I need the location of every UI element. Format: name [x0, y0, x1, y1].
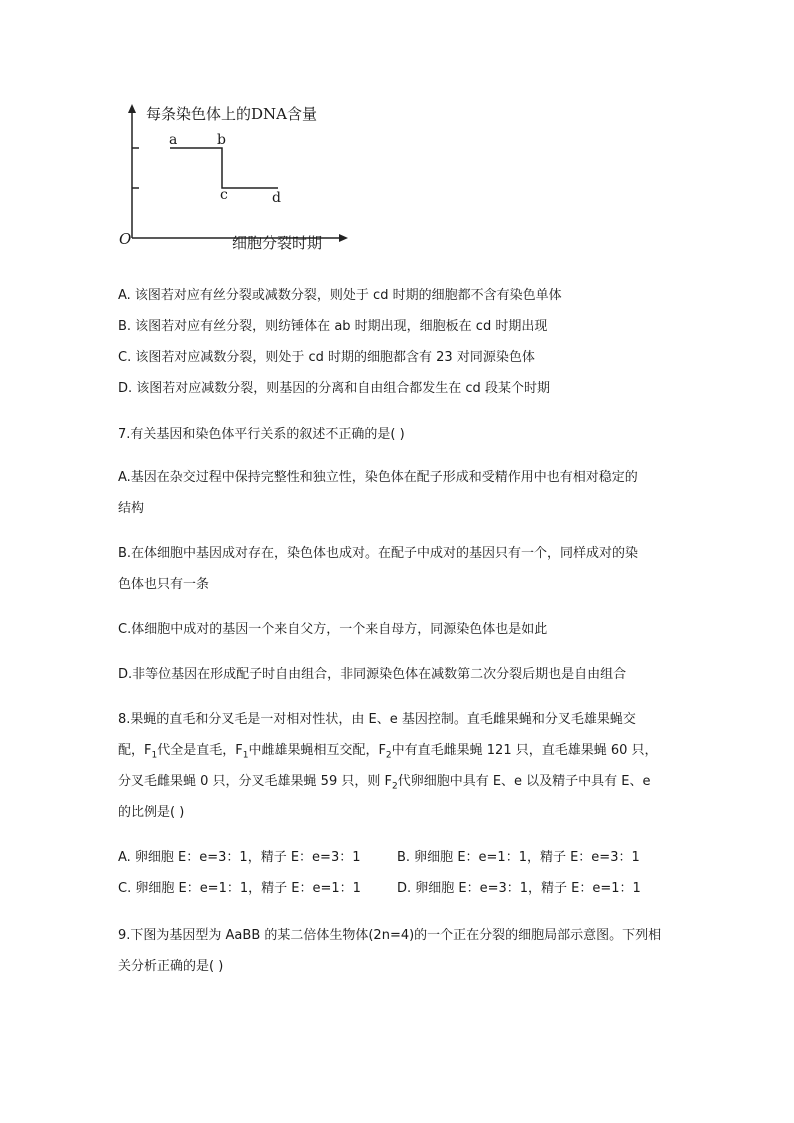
dna-step-line: [170, 148, 278, 188]
q9-stem-line1: 9.下图为基因型为 AaBB 的某二倍体生物体(2n=4)的一个正在分裂的细胞局部示意图。下列相: [118, 928, 662, 943]
q8-stem-line1: 8.果蝇的直毛和分叉毛是一对相对性状，由 E、e 基因控制。直毛雌果蝇和分叉毛雄果蝇交: [118, 712, 636, 727]
q7-option-d: D.非等位基因在形成配子时自由组合，非同源染色体在减数第二次分裂后期也是自由组合: [118, 667, 627, 682]
y-axis-arrow: [128, 104, 136, 113]
point-c: c: [220, 187, 228, 203]
q8-stem-line3: 分叉毛雌果蝇 0 只，分叉毛雄果蝇 59 只，则 $F_2$代卵细胞中具有 E、e 以及精子中具有 E、e: [118, 774, 651, 792]
q8-option-c: C. 卵细胞 E：e=1：1，精子 E：e=1：1: [118, 881, 361, 896]
q6-option-b: B. 该图若对应有丝分裂，则纺锤体在 ab 时期出现，细胞板在 cd 时期出现: [118, 319, 548, 334]
q7-option-a-line1: A.基因在杂交过程中保持完整性和独立性，染色体在配子形成和受精作用中也有相对稳定的: [118, 470, 638, 485]
q6-option-a: A. 该图若对应有丝分裂或减数分裂，则处于 cd 时期的细胞都不含有染色单体: [118, 288, 562, 303]
graph-origin: O: [119, 230, 132, 248]
point-d: d: [272, 190, 281, 206]
point-a: a: [169, 132, 178, 148]
q6-option-d: D. 该图若对应减数分裂，则基因的分离和自由组合都发生在 cd 段某个时期: [118, 381, 550, 396]
q7-option-b-line2: 色体也只有一条: [118, 577, 210, 592]
graph-ylabel: 每条染色体上的DNA含量: [146, 105, 317, 123]
point-b: b: [217, 132, 226, 148]
q7-option-a-line2: 结构: [118, 501, 145, 516]
q7-option-b-line1: B.在体细胞中基因成对存在，染色体也成对。在配子中成对的基因只有一个，同样成对的染: [118, 546, 639, 561]
q8-option-d: D. 卵细胞 E：e=3：1，精子 E：e=1：1: [397, 881, 641, 896]
q8-option-b: B. 卵细胞 E：e=1：1，精子 E：e=3：1: [397, 850, 640, 865]
q7-stem: 7.有关基因和染色体平行关系的叙述不正确的是( ): [118, 427, 405, 442]
graph-xlabel: 细胞分裂时期: [232, 234, 323, 252]
q8-stem-line2: 配，$F_1$代全是直毛，$F_1$中雌雄果蝇相互交配，$F_2$中有直毛雌果蝇 121 只，直毛雄果蝇 60 只，: [118, 743, 658, 761]
x-axis-arrow: [339, 234, 348, 242]
q7-option-c: C.体细胞中成对的基因一个来自父方，一个来自母方，同源染色体也是如此: [118, 622, 548, 637]
q9-stem-line2: 关分析正确的是( ): [118, 959, 224, 974]
q6-option-c: C. 该图若对应减数分裂，则处于 cd 时期的细胞都含有 23 对同源染色体: [118, 350, 535, 365]
q8-option-a: A. 卵细胞 E：e=3：1，精子 E：e=3：1: [118, 850, 361, 865]
dna-content-graph: [112, 100, 352, 260]
q8-stem-line4: 的比例是( ): [118, 805, 185, 820]
